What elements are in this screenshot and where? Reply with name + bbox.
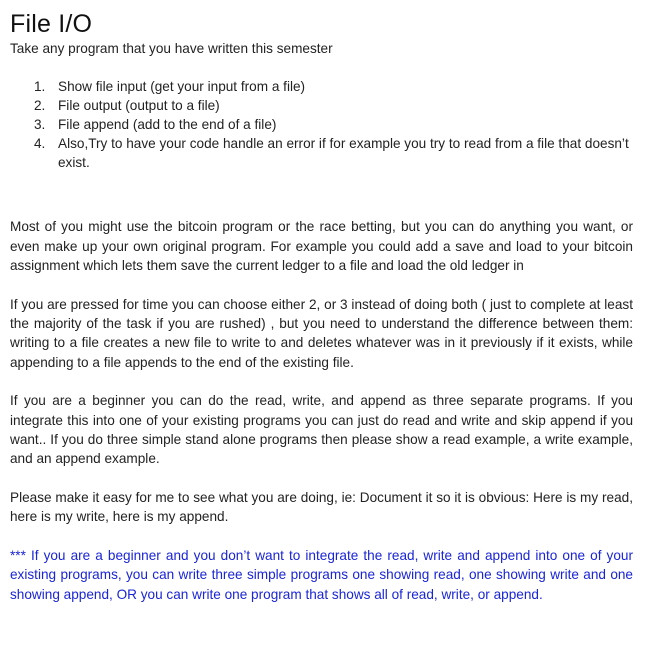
paragraph-beginner-note: *** If you are a beginner and you don’t want to integrate the read, write and append into one of your existing programs, you can write three simple programs one showing read, one showing write and one showing append, OR you can write one program that shows all of read, write, or append. — [10, 547, 633, 602]
list-item-number: 4. — [34, 136, 46, 152]
list-item-text: Show file input (get your input from a file) — [58, 79, 306, 95]
list-item — [10, 134, 633, 172]
paragraph-program-choice: Most of you might use the bitcoin program or the race betting, but you can do anything you want, or even make up your own original program. For example you could add a save and load to your bitcoin assignment which lets them save the current ledger to a file and load the old ledger in — [10, 219, 633, 274]
page-title: File I/O — [10, 10, 93, 38]
intro-text: Take any program that you have written this semester — [10, 41, 333, 56]
list-item-number: 3. — [34, 117, 46, 133]
list-item-number: 2. — [34, 98, 46, 114]
list-item — [10, 77, 633, 96]
list-item-text: File output (output to a file) — [58, 98, 220, 114]
paragraph-documentation: Please make it easy for me to see what you are doing, ie: Document it so it is obvious: Here is my read, here is my write, here is my append. — [10, 489, 633, 525]
list-item-text: Also,Try to have your code handle an error if for example you try to read from a file that doesn’t exist. — [58, 136, 629, 171]
list-item-text: File append (add to the end of a file) — [58, 117, 277, 133]
paragraph-beginner: If you are a beginner you can do the read, write, and append as three separate programs. If you integrate this into one of your existing programs you can just do read and write and skip append if you want.. If you do three simple stand alone programs then please show a read example, a write example, and an append example. — [10, 393, 633, 467]
task-list — [10, 77, 633, 172]
list-item — [10, 96, 633, 115]
list-item — [10, 115, 633, 134]
list-item-number: 1. — [34, 79, 46, 95]
paragraph-time-pressed: If you are pressed for time you can choose either 2, or 3 instead of doing both ( just to complete at least the majority of the task if you are rushed) , but you need to understand the difference between them: writing to a file creates a new file to write to and deletes whatever was in it previously if it exists, while appending to a file appends to the end of the existing file. — [10, 296, 633, 370]
